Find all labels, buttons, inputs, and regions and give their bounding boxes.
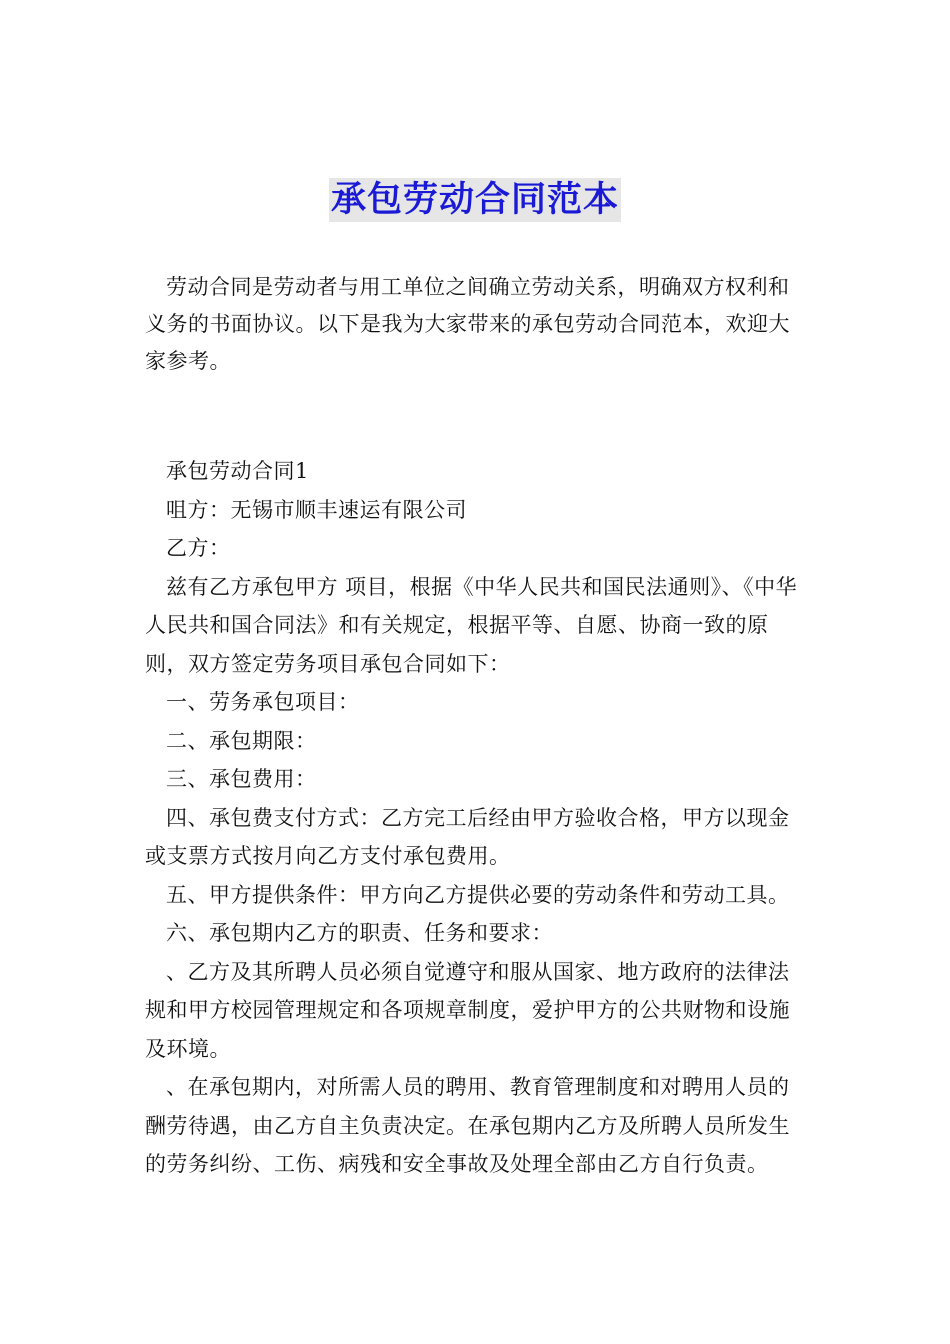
contract-section [145,452,807,1184]
title-container [0,178,950,222]
clause-3: 三、承包费用： [166,767,317,791]
clause-4: 四、承包费支付方式：乙方完工后经由甲方验收合格，甲方以现金或支票方式按月向乙方支付承包费用。 [145,805,790,868]
party-b-line: 乙方： [166,536,231,560]
clause-6: 六、承包期内乙方的职责、任务和要求： [166,921,553,945]
document-title: 承包劳动合同范本 [330,180,619,220]
clause-6-item-1: 、乙方及其所聘人员必须自觉遵守和服从国家、地方政府的法律法规和甲方校园管理规定和各项规章制度，爱护甲方的公共财物和设施及环境。 [145,959,790,1061]
intro-section [145,269,807,380]
clause-5: 五、甲方提供条件：甲方向乙方提供必要的劳动条件和劳动工具。 [166,882,790,907]
party-a-line: 咀方：无锡市顺丰速运有限公司 [166,497,467,522]
preamble-paragraph: 兹有乙方承包甲方 项目，根据《中华人民共和国民法通则》、《中华人民共和国合同法》和有关规定，根据平等、自愿、协商一致的原则，双方签定劳务项目承包合同如下： [145,574,798,676]
clause-6-item-2: 、在承包期内，对所需人员的聘用、教育管理制度和对聘用人员的酬劳待遇，由乙方自主负责决定。在承包期内乙方及所聘人员所发生的劳务纠纷、工伤、病残和安全事故及处理全部由乙方自行负责。 [145,1075,790,1176]
clause-2: 二、承包期限： [166,728,317,753]
intro-paragraph: 劳动合同是劳动者与用工单位之间确立劳动关系，明确双方权利和义务的书面协议。以下是我为大家带来的承包劳动合同范本，欢迎大家参考。 [145,275,790,373]
clause-1: 一、劳务承包项目： [166,690,360,714]
contract-heading: 承包劳动合同1 [166,459,309,483]
